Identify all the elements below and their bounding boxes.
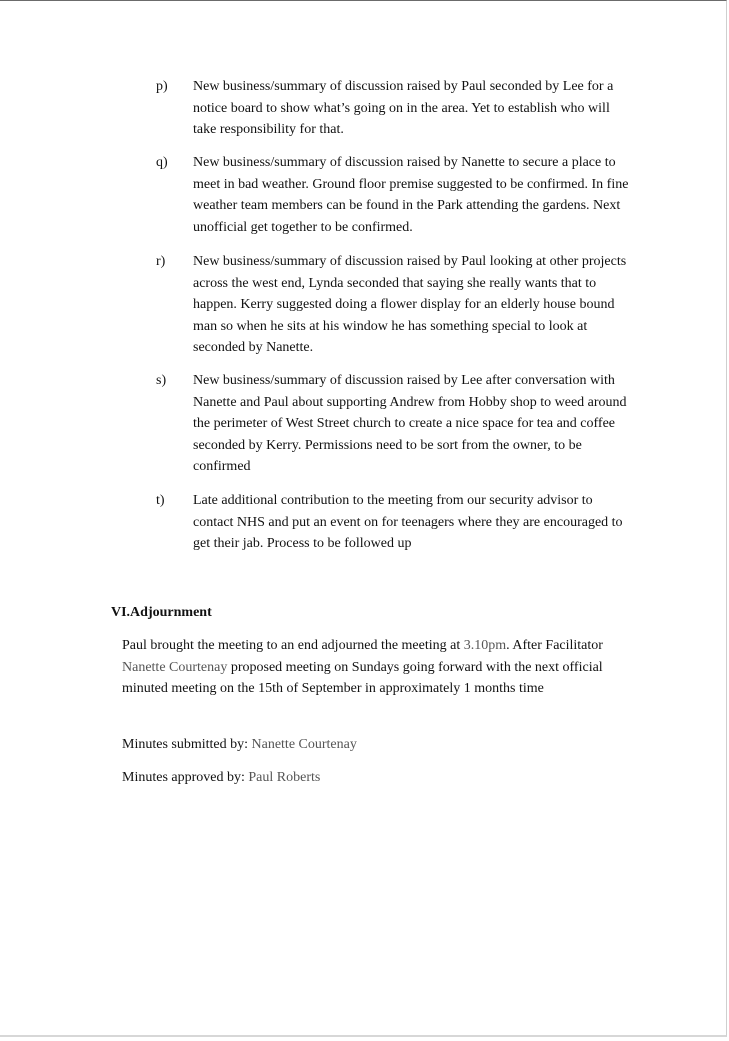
adjournment-closing: proposed meeting on Sundays going forward with the next official minuted meeting on the 15th of September in approximately 1 months time xyxy=(122,659,603,696)
list-marker: p) xyxy=(156,79,168,94)
adjournment-paragraph xyxy=(122,635,632,700)
list-item-text: Late additional contribution to the meeting from our security advisor to contact NHS and put an event on for teenagers where they are encouraged to get their jab. Process to be followed up xyxy=(193,493,623,551)
minutes-submitted-line xyxy=(122,734,632,756)
facilitator-name: Nanette Courtenay xyxy=(122,659,228,675)
minutes-approved-line xyxy=(122,767,632,789)
approved-label: Minutes approved by: xyxy=(122,770,249,785)
list-item-text: New business/summary of discussion raised by Paul seconded by Lee for a notice board to show what’s going on in the area. Yet to establish who will take responsibility for that. xyxy=(193,79,614,137)
submitted-name: Nanette Courtenay xyxy=(251,737,357,752)
submitted-label: Minutes submitted by: xyxy=(122,737,252,752)
list-item-text: New business/summary of discussion raised by Lee after conversation with Nanette and Paul about supporting Andrew from Hobby shop to weed around the perimeter of West Street church to create a nice space for tea and coffee seconded by Kerry. Permissions need to be sort from the owner, to be confirmed xyxy=(193,373,627,474)
adjournment-time: 3.10pm xyxy=(463,638,507,653)
list-item-text: New business/summary of discussion raised by Nanette to secure a place to meet in bad weather. Ground floor premise suggested to be confirmed. In fine weather team members can be found in the Park attending the gardens. Next unofficial get together to be confirmed. xyxy=(193,155,629,235)
list-item-text: New business/summary of discussion raised by Paul looking at other projects across the west end, Lynda seconded that saying she really wants that to happen. Kerry suggested doing a flower display for an elderly house bound man so when he sits at his window he has something special to look at seconded by Nanette. xyxy=(193,254,627,355)
adjournment-after-time: . After Facilitator xyxy=(506,638,603,653)
adjournment-intro: Paul brought the meeting to an end adjourned the meeting at xyxy=(122,638,464,653)
list-marker: t) xyxy=(156,493,165,508)
approved-name: Paul Roberts xyxy=(248,770,321,785)
list-marker: r) xyxy=(156,254,166,269)
list-marker: q) xyxy=(156,155,168,170)
section-heading-adjournment: VI.Adjournment xyxy=(111,605,212,620)
list-marker: s) xyxy=(156,373,167,388)
